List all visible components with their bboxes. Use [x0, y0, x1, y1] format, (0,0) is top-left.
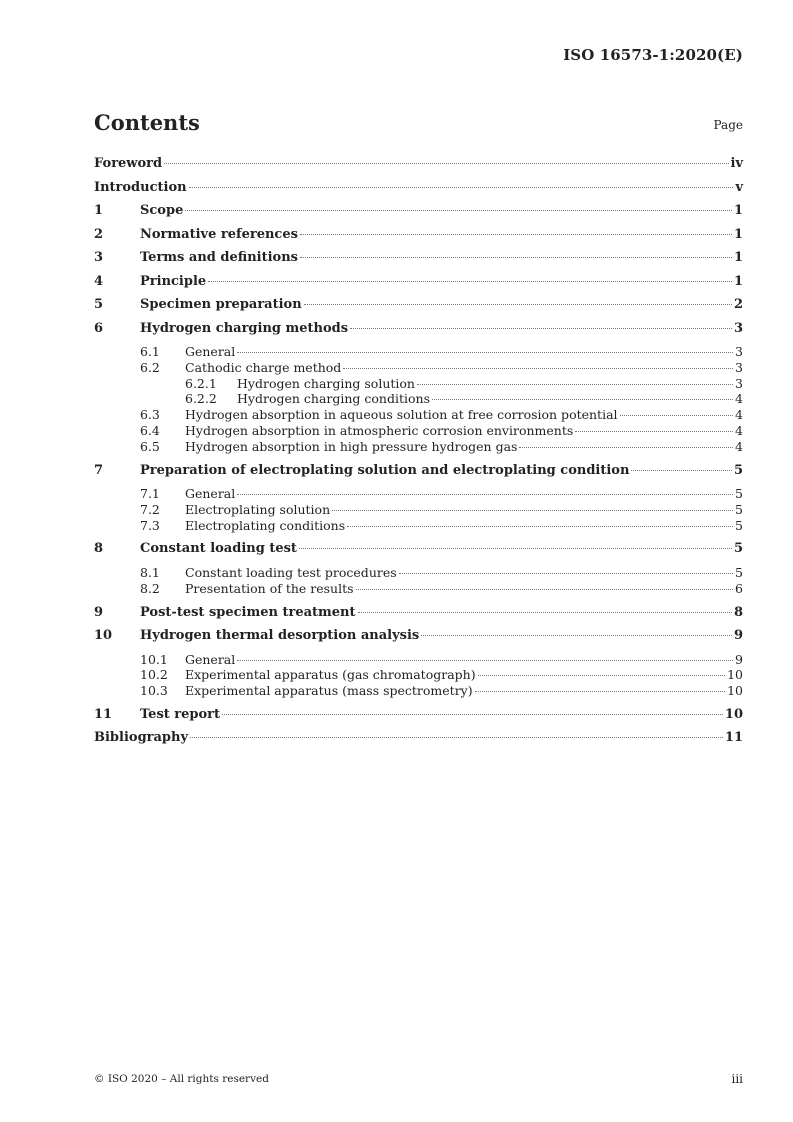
toc-entry-title: Test report [140, 706, 221, 722]
toc-entry-page: 4 [735, 391, 743, 407]
toc-entry[interactable] [94, 423, 743, 439]
toc-entry-title: Hydrogen charging conditions [237, 391, 430, 407]
toc-entry-page: 5 [735, 517, 743, 533]
toc-entry-number: 8.2 [140, 580, 160, 596]
toc-entry-page: 1 [733, 250, 743, 265]
toc-entry-title: Hydrogen absorption in atmospheric corrosion environments [185, 422, 574, 438]
dot-leader [189, 187, 734, 188]
toc-entry-page: 6 [735, 580, 743, 596]
toc-entry-number: 3 [94, 250, 104, 265]
dot-leader [575, 431, 733, 432]
dot-leader [222, 714, 723, 715]
toc-entry-number: 2 [94, 226, 104, 242]
toc-entry[interactable] [94, 376, 743, 392]
toc-entry-page: 10 [724, 706, 743, 722]
toc-entry[interactable] [94, 486, 743, 502]
toc-entry-number: 6.2 [140, 359, 160, 375]
toc-entry[interactable] [94, 391, 743, 407]
toc-entry-page: 3 [735, 375, 743, 391]
toc-entry-page: 5 [735, 501, 743, 517]
toc-entry[interactable] [94, 518, 743, 534]
toc-entry-page: iv [730, 156, 743, 171]
toc-entry[interactable] [94, 360, 743, 376]
dot-leader [300, 257, 732, 258]
dot-leader [299, 548, 732, 549]
toc-entry-title: Specimen preparation [140, 297, 302, 312]
toc-entry-page: 3 [735, 344, 743, 359]
toc-entry-title: General [185, 344, 236, 359]
toc-entry-title: Experimental apparatus (mass spectrometry) [185, 683, 473, 699]
toc-entry-page: 4 [735, 407, 743, 423]
toc-entry[interactable] [94, 250, 743, 274]
toc-entry[interactable] [94, 407, 743, 423]
toc-entry-page: 3 [735, 359, 743, 375]
toc-entry[interactable] [94, 439, 743, 455]
dot-leader [208, 281, 732, 282]
dot-leader [358, 612, 732, 613]
toc-entry[interactable] [94, 344, 743, 360]
dot-leader [300, 234, 732, 235]
toc-entry-title: Hydrogen charging solution [237, 375, 415, 391]
toc-entry-title: Experimental apparatus (gas chromatograph) [185, 667, 476, 683]
toc-entry-title: General [185, 651, 236, 667]
toc-entry[interactable] [94, 628, 743, 652]
toc-entry-number: 6.5 [140, 438, 160, 454]
toc-entry-number: 7 [94, 462, 104, 478]
toc-entry-number: 6.4 [140, 422, 160, 438]
toc-entry-title: Presentation of the results [185, 580, 354, 596]
toc-entry[interactable] [94, 667, 743, 683]
document-id: ISO 16573-1:2020(E) [563, 46, 743, 64]
toc-entry[interactable] [94, 274, 743, 298]
toc-entry-title: Hydrogen absorption in aqueous solution at free corrosion potential [185, 407, 618, 423]
toc-entry-title: Cathodic charge method [185, 359, 342, 375]
dot-leader [421, 635, 732, 636]
page-number: iii [731, 1072, 743, 1086]
dot-leader [237, 660, 733, 661]
toc-entry-page: 11 [724, 730, 743, 746]
toc-entry-page: v [735, 179, 743, 195]
dot-leader [620, 415, 734, 416]
toc-entry[interactable] [94, 297, 743, 321]
toc-entry-title: Foreword [94, 156, 163, 171]
toc-entry-number: 6.2.2 [185, 391, 217, 407]
dot-leader [332, 510, 733, 511]
toc-entry[interactable] [94, 463, 743, 487]
toc-entry-title: Post-test specimen treatment [140, 604, 356, 620]
toc-entry[interactable] [94, 565, 743, 581]
toc-entry-number: 7.3 [140, 517, 160, 533]
toc-entry-page: 1 [733, 273, 743, 289]
dot-leader [417, 384, 733, 385]
toc-entry-title: Principle [140, 273, 207, 289]
toc-entry[interactable] [94, 321, 743, 345]
dot-leader [237, 352, 733, 353]
dot-leader [343, 368, 733, 369]
toc-entry[interactable] [94, 605, 743, 629]
table-of-contents [94, 156, 743, 754]
toc-entry-page: 1 [733, 226, 743, 242]
toc-entry-title: Terms and definitions [140, 250, 298, 265]
toc-entry-title: Hydrogen thermal desorption analysis [140, 628, 420, 644]
dot-leader [432, 399, 733, 400]
toc-entry-number: 11 [94, 706, 113, 722]
toc-entry-title: Bibliography [94, 730, 189, 746]
toc-entry[interactable] [94, 541, 743, 565]
toc-entry-page: 5 [733, 541, 743, 557]
toc-entry-number: 10.2 [140, 667, 168, 683]
toc-entry-number: 7.2 [140, 501, 160, 517]
toc-entry-page: 10 [727, 683, 743, 699]
dot-leader [356, 589, 734, 590]
toc-entry-number: 5 [94, 297, 104, 312]
toc-entry[interactable] [94, 502, 743, 518]
toc-entry-title: Constant loading test [140, 541, 297, 557]
toc-entry-page: 4 [735, 438, 743, 454]
toc-entry-number: 1 [94, 203, 104, 218]
toc-entry-number: 6.1 [140, 344, 160, 359]
toc-entry-title: Normative references [140, 226, 298, 242]
toc-entry-page: 9 [733, 628, 743, 644]
toc-entry-number: 7.1 [140, 486, 160, 502]
toc-entry-page: 5 [735, 564, 743, 580]
toc-entry-page: 8 [733, 604, 743, 620]
toc-entry[interactable] [94, 581, 743, 597]
toc-entry[interactable] [94, 730, 743, 754]
dot-leader [399, 573, 733, 574]
dot-leader [185, 210, 732, 211]
toc-entry-number: 8 [94, 541, 104, 557]
toc-entry-title: Hydrogen absorption in high pressure hydrogen gas [185, 438, 518, 454]
toc-entry[interactable] [94, 180, 743, 204]
toc-entry[interactable] [94, 652, 743, 668]
toc-entry-page: 3 [733, 320, 743, 336]
toc-entry-number: 6.2.1 [185, 375, 217, 391]
toc-entry-page: 9 [735, 651, 743, 667]
toc-entry-number: 6.3 [140, 407, 160, 423]
toc-entry[interactable] [94, 683, 743, 699]
toc-entry[interactable] [94, 203, 743, 227]
dot-leader [519, 447, 733, 448]
toc-entry-title: Constant loading test procedures [185, 564, 397, 580]
toc-entry[interactable] [94, 707, 743, 731]
toc-entry-number: 10.1 [140, 651, 168, 667]
dot-leader [478, 675, 726, 676]
dot-leader [304, 304, 732, 305]
toc-entry-number: 10 [94, 628, 113, 644]
toc-entry-title: General [185, 486, 236, 502]
toc-entry-title: Preparation of electroplating solution and electroplating condition [140, 462, 630, 478]
toc-entry-page: 2 [733, 297, 743, 312]
dot-leader [631, 470, 732, 471]
dot-leader [475, 691, 725, 692]
toc-entry-page: 5 [735, 486, 743, 502]
toc-entry-title: Scope [140, 203, 184, 218]
toc-entry-title: Introduction [94, 179, 187, 195]
toc-entry-page: 5 [733, 462, 743, 478]
toc-entry[interactable] [94, 227, 743, 251]
toc-entry-number: 4 [94, 273, 104, 289]
dot-leader [347, 526, 733, 527]
page-column-label: Page [713, 118, 743, 132]
toc-entry-page: 1 [733, 203, 743, 218]
dot-leader [237, 494, 733, 495]
dot-leader [190, 737, 723, 738]
contents-heading: Contents [94, 110, 200, 135]
toc-entry-page: 10 [727, 667, 743, 683]
toc-entry-title: Electroplating conditions [185, 517, 346, 533]
dot-leader [350, 328, 732, 329]
toc-entry-number: 10.3 [140, 683, 168, 699]
toc-entry-number: 6 [94, 320, 104, 336]
toc-entry-title: Electroplating solution [185, 501, 331, 517]
toc-entry-number: 8.1 [140, 564, 160, 580]
toc-entry-page: 4 [735, 422, 743, 438]
toc-entry-number: 9 [94, 604, 104, 620]
toc-entry[interactable] [94, 156, 743, 180]
copyright-notice: © ISO 2020 – All rights reserved [94, 1073, 269, 1085]
dot-leader [164, 163, 728, 164]
toc-entry-title: Hydrogen charging methods [140, 320, 349, 336]
